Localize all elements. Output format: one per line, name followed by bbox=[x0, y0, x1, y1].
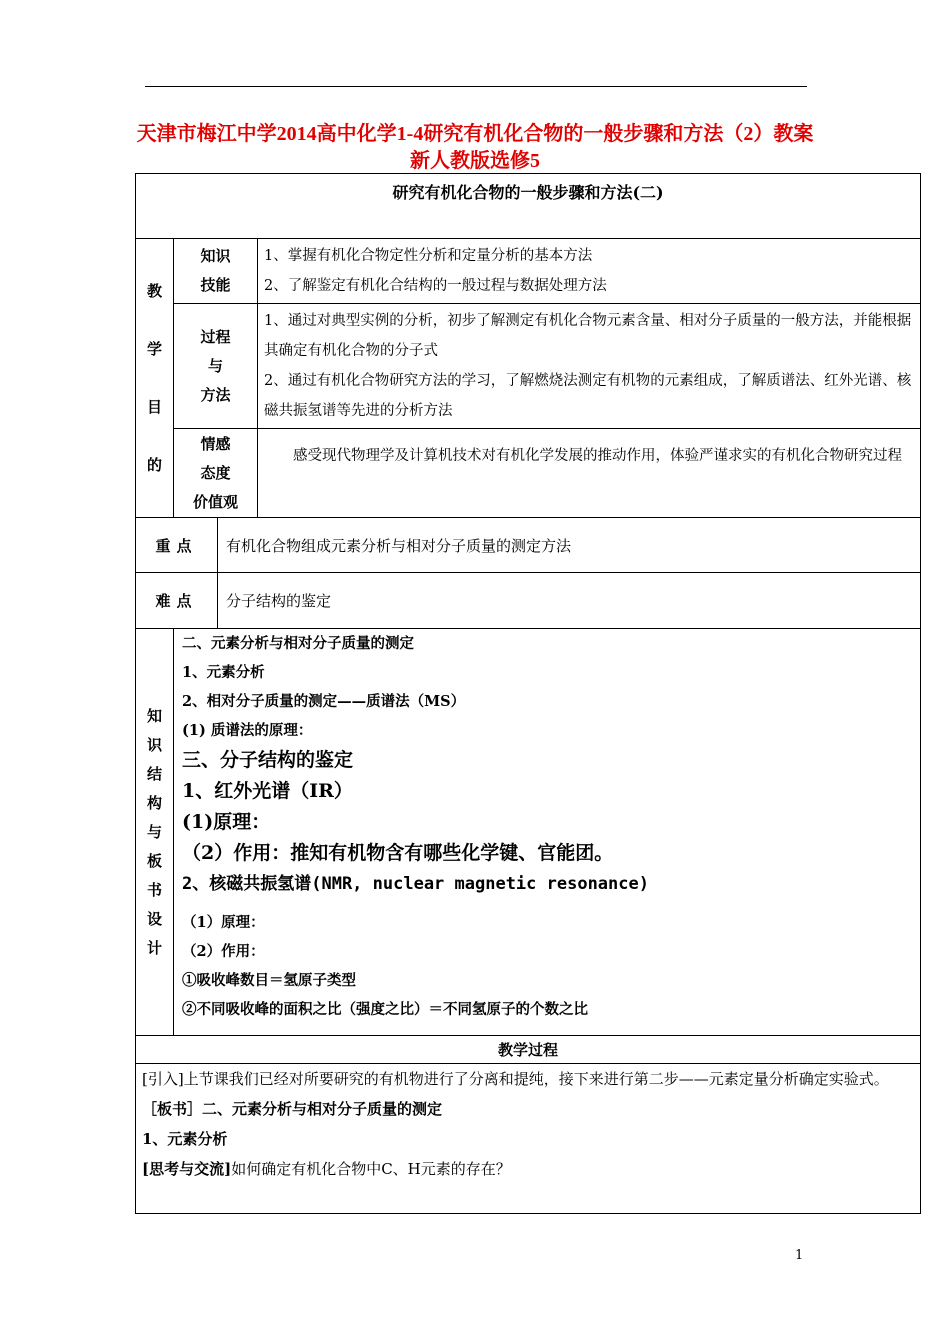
objective-row-attitude bbox=[136, 429, 921, 518]
process-content-row bbox=[136, 1064, 921, 1214]
board-design-row bbox=[136, 629, 921, 1036]
header-rule bbox=[145, 86, 807, 87]
process-header-row bbox=[136, 1036, 921, 1064]
objective-row-process bbox=[136, 304, 921, 429]
objective-label-knowledge: 知识 技能 bbox=[174, 239, 258, 304]
board-design-label: 知 识 结 构 与 板 书 设 计 bbox=[136, 629, 174, 1036]
objective-label-attitude: 情感 态度 价值观 bbox=[174, 429, 258, 518]
board-paragraph: ［板书］二、元素分析与相对分子质量的测定 bbox=[142, 1100, 443, 1118]
table-caption: 研究有机化合物的一般步骤和方法(二) bbox=[136, 174, 921, 239]
page-number: 1 bbox=[795, 1248, 804, 1263]
element-analysis-item: 1、元素分析 bbox=[142, 1130, 228, 1148]
objective-text-attitude: 感受现代物理学及计算机技术对有机化学发展的推动作用，体验严谨求实的有机化合物研究过程 bbox=[258, 429, 921, 518]
key-point-value: 有机化合物组成元素分析与相对分子质量的测定方法 bbox=[218, 518, 921, 573]
difficulty-row bbox=[136, 573, 921, 629]
objective-row-knowledge bbox=[136, 239, 921, 304]
objective-text-process: 1、通过对典型实例的分析，初步了解测定有机化合物元素含量、相对分子质量的一般方法，并能根据其确定有机化合物的分子式 2、通过有机化合物研究方法的学习，了解燃烧法测定有机物的元素组成，了解质谱法、红外光谱、核磁共振氢谱等先进的分析方法 bbox=[258, 304, 921, 429]
intro-paragraph: [引入]上节课我们已经对所要研究的有机物进行了分离和提纯，接下来进行第二步——元素定量分析确定实验式。 bbox=[142, 1070, 889, 1088]
lesson-plan-table bbox=[135, 173, 921, 1214]
board-design-content: 二、元素分析与相对分子质量的测定 1、元素分析 2、相对分子质量的测定——质谱法（MS） (1) 质谱法的原理： 三、分子结构的鉴定 1、红外光谱（IR） (1)原理： （2）作用：推知有机物含有哪些化学键、官能团。 2、核磁共振氢谱(NMR, nuclear magnetic resonance) （1）原理： （2）作用： ①吸收峰数目＝氢原子类型 ②不同吸收峰的面积之比（强度之比）＝不同氢原子的个数之比 bbox=[174, 629, 921, 1036]
document-title: 天津市梅江中学2014高中化学1-4研究有机化合物的一般步骤和方法（2）教案 新人教版选修5 bbox=[136, 123, 814, 172]
objective-label-process: 过程 与 方法 bbox=[174, 304, 258, 429]
difficulty-label: 难点 bbox=[136, 573, 218, 629]
key-point-label: 重点 bbox=[136, 518, 218, 573]
caption-row bbox=[136, 174, 921, 239]
process-content bbox=[136, 1064, 921, 1214]
objective-text-knowledge: 1、掌握有机化合物定性分析和定量分析的基本方法 2、了解鉴定有机化合结构的一般过程与数据处理方法 bbox=[258, 239, 921, 304]
objectives-label: 教 学 目 的 bbox=[136, 239, 174, 518]
key-point-row bbox=[136, 518, 921, 573]
difficulty-value: 分子结构的鉴定 bbox=[218, 573, 921, 629]
process-header: 教学过程 bbox=[136, 1036, 921, 1064]
think-paragraph: [思考与交流]如何确定有机化合物中C、H元素的存在？ bbox=[142, 1160, 511, 1178]
